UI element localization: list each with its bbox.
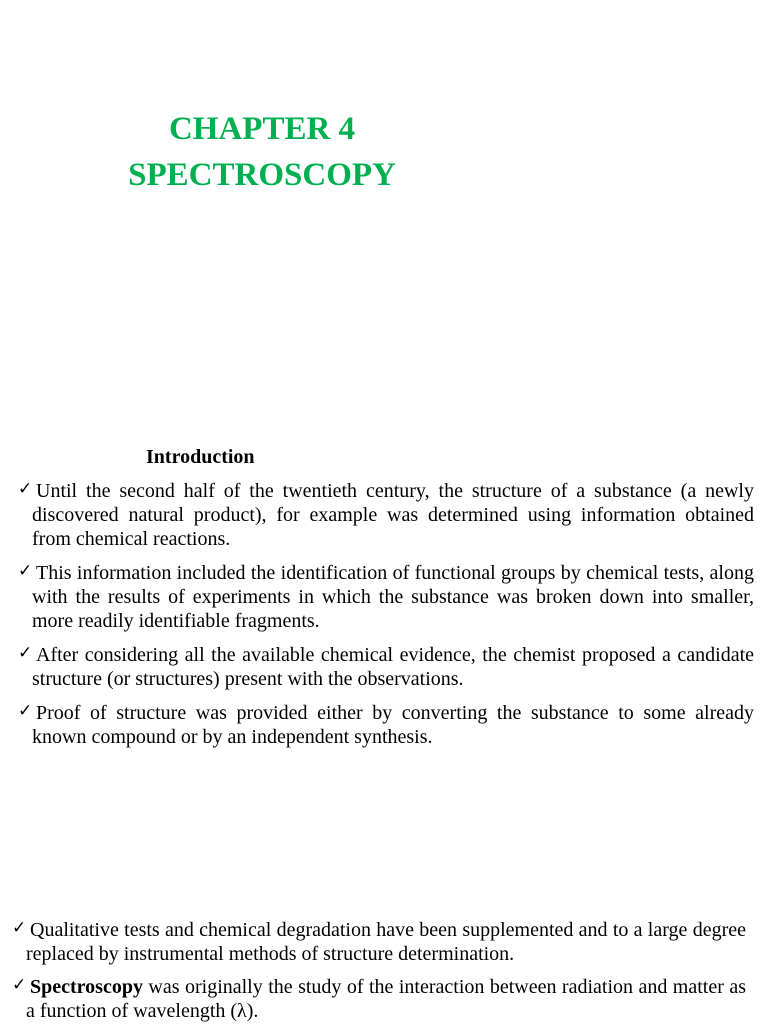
bullet-text: Proof of structure was provided either by converting the substance to some already known compound or by an independent synthesis. [32,702,754,748]
bullet-text: Qualitative tests and chemical degradation have been supplemented and to a large degree replaced by instrumental methods of structure determination. [26,919,746,965]
spectroscopy-term: Spectroscopy [30,976,143,998]
list-item [12,973,746,1023]
chapter-title: CHAPTER 4 [168,111,356,147]
checkmark-icon: ✓ [18,561,33,581]
checkmark-icon: ✓ [18,479,33,499]
checkmark-icon: ✓ [12,975,27,995]
chapter-subtitle: SPECTROSCOPY [128,157,396,193]
bullet-text: was originally the study of the interaction between radiation and matter as a function of wavelength (λ). [26,976,746,1022]
bullet-text: This information included the identification of functional groups by chemical tests, along with the results of experiments in which the substance was broken down into smaller, more readily identifiable fragments. [32,562,754,632]
list-item [12,916,746,966]
list-item [18,477,754,551]
checkmark-icon: ✓ [18,643,33,663]
checkmark-icon: ✓ [12,918,27,938]
list-item [18,641,754,691]
introduction-heading: Introduction [146,446,255,468]
list-item [18,699,754,749]
introduction-bullet-list [18,477,754,757]
list-item [18,559,754,633]
bullet-text: Until the second half of the twentieth century, the structure of a substance (a newly discovered natural product), for example was determined using information obtained from chemical reactions. [32,480,754,550]
checkmark-icon: ✓ [18,701,33,721]
spectroscopy-bullet-list [12,916,746,1030]
bullet-text: After considering all the available chemical evidence, the chemist proposed a candidate structure (or structures) present with the observations. [32,644,754,690]
